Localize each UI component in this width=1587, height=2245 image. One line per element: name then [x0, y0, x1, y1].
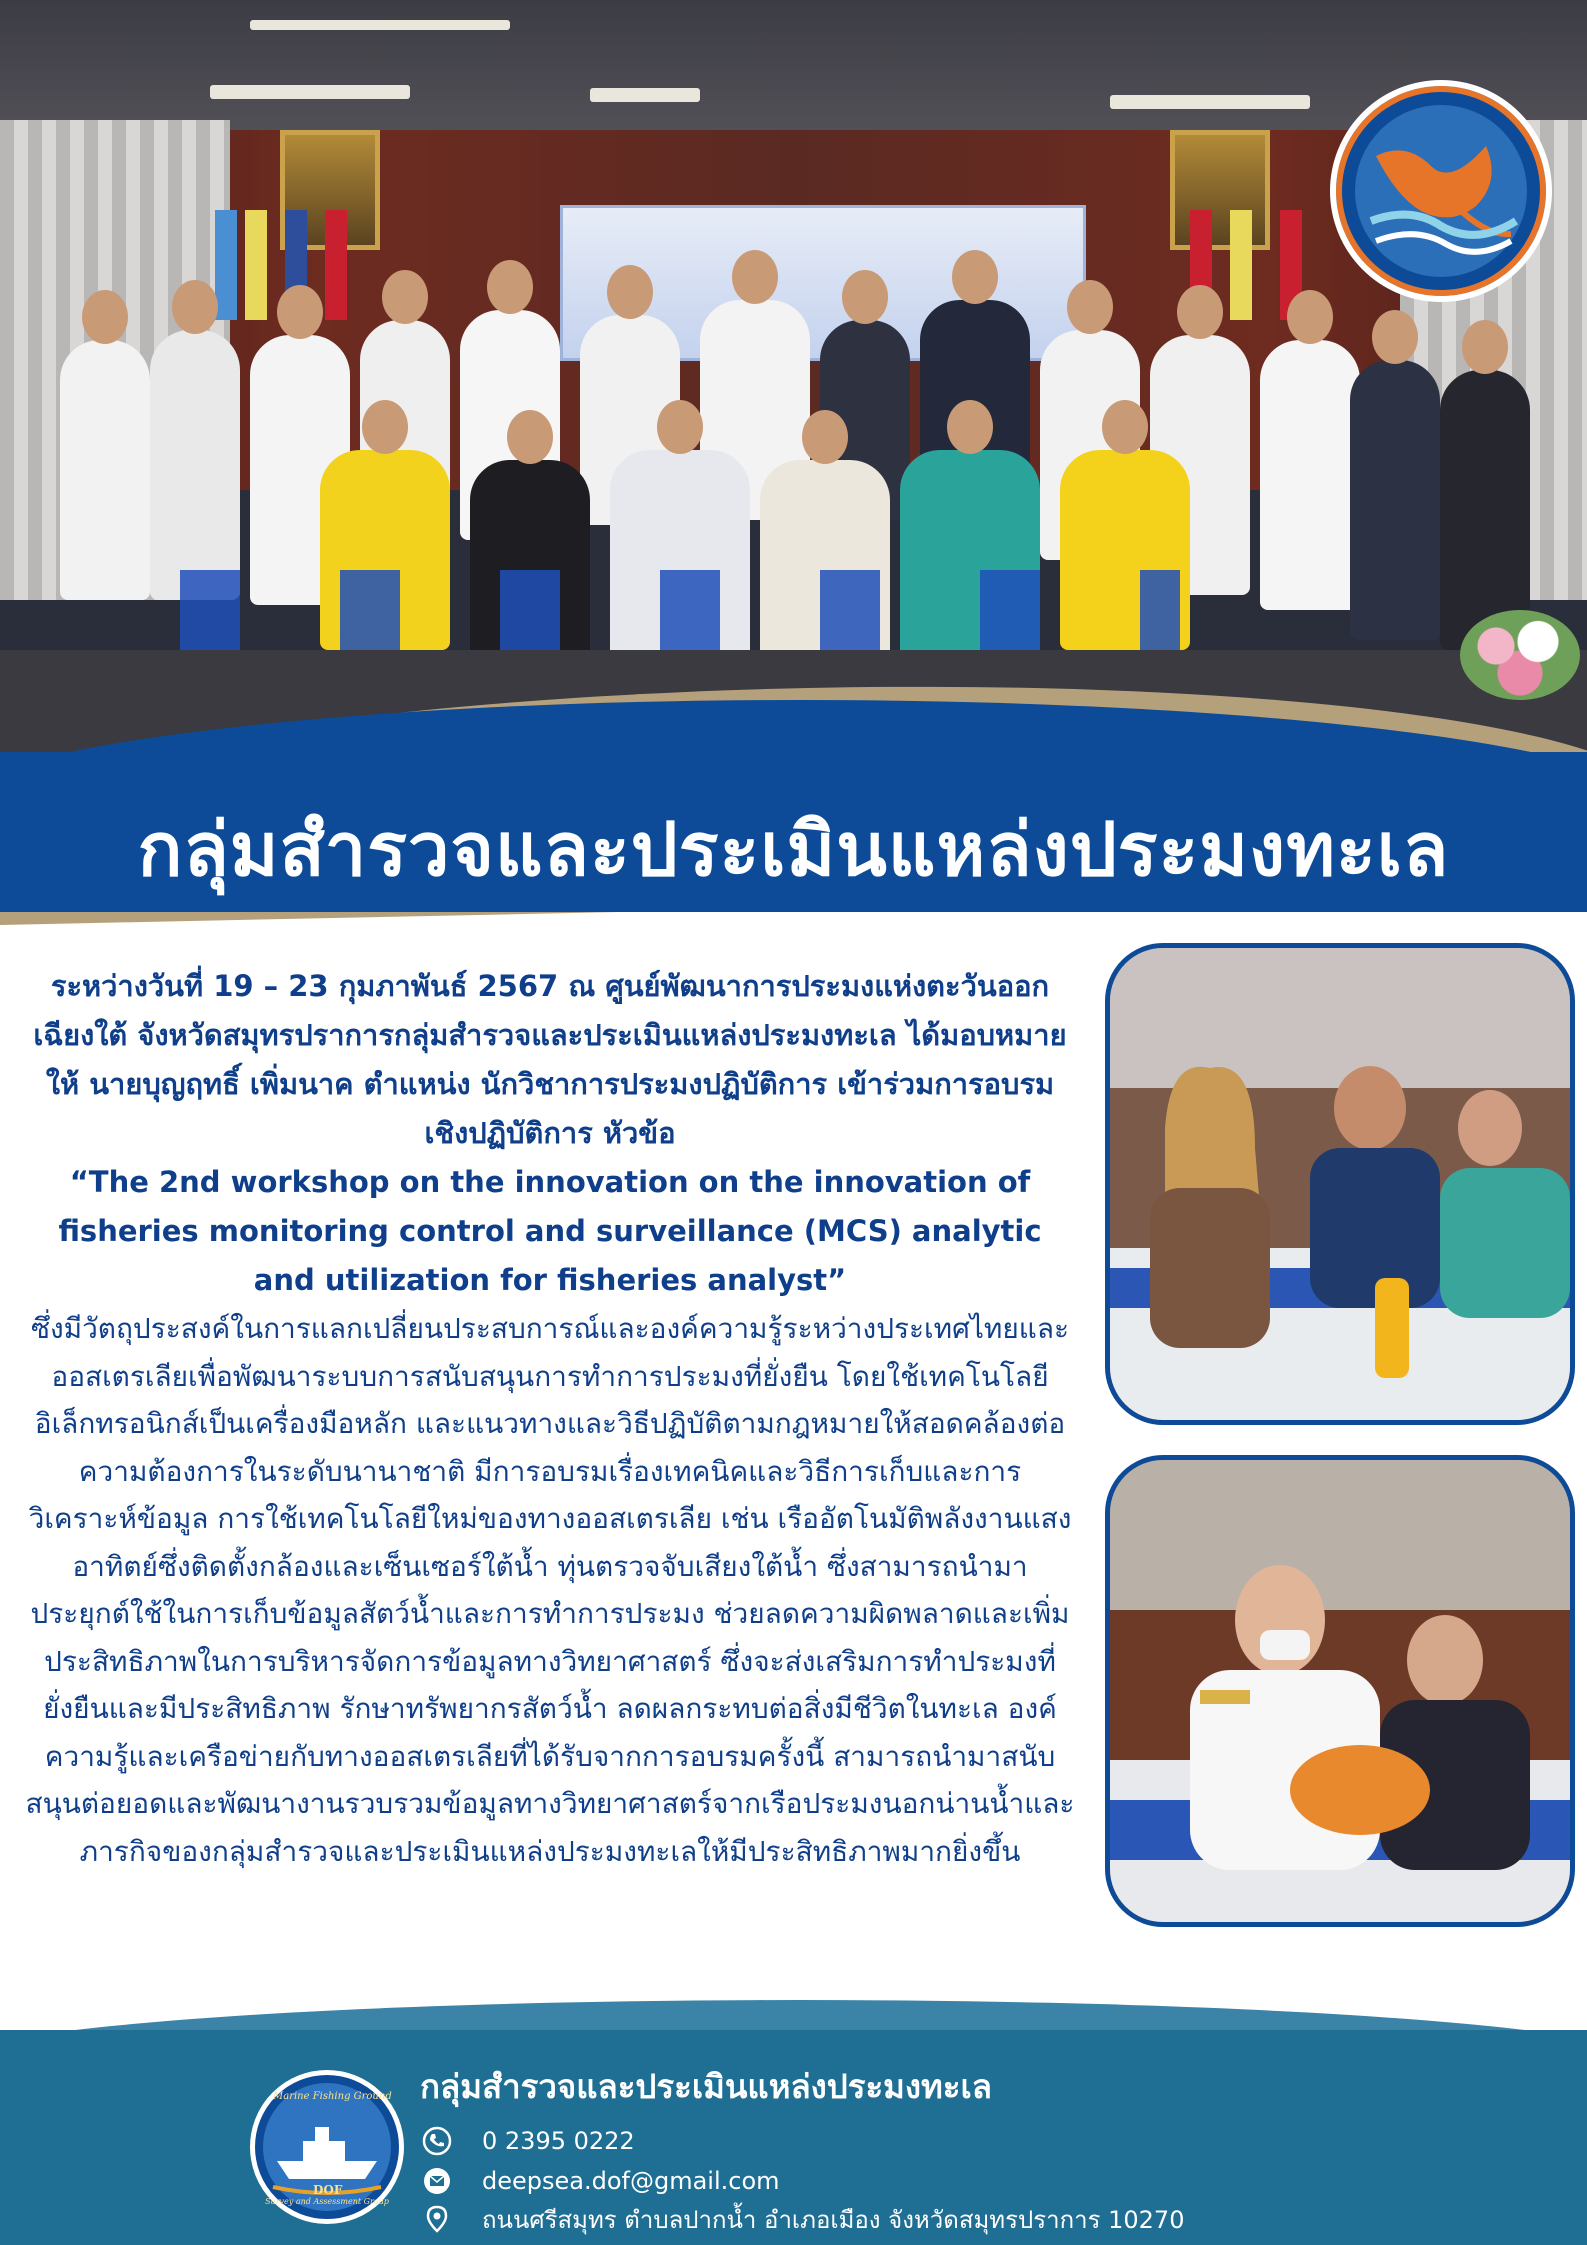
logo-label: Marine Fishing Ground — [273, 2091, 392, 2102]
ceiling-light — [590, 88, 700, 102]
person-head — [172, 280, 218, 334]
person-head — [732, 250, 778, 304]
person-head — [1287, 290, 1333, 344]
article — [25, 962, 1075, 1875]
phone-icon — [420, 2124, 454, 2158]
person-head — [1067, 280, 1113, 334]
footer-address: ถนนศรีสมุทร ตำบลปากน้ำ อำเภอเมือง จังหวัดสมุทรปราการ 10270 — [482, 2205, 1185, 2234]
portrait-frame — [1170, 130, 1270, 250]
footer-org-name: กลุ่มสำรวจและประเมินแหล่งประมงทะเล — [420, 2067, 993, 2106]
person-head — [362, 400, 408, 454]
logo-label: DOF — [313, 2183, 343, 2197]
footer-address-row — [420, 2200, 1184, 2238]
person-head — [487, 260, 533, 314]
workshop-title: “The 2nd workshop on the innovation on the innovation of fisheries monitoring control and surveillance (MCS) analytic and utilization for fisheries analyst” — [58, 1165, 1042, 1297]
person — [1260, 340, 1360, 610]
photo-scene-1 — [1110, 948, 1570, 1420]
person-head — [277, 285, 323, 339]
person-head — [382, 270, 428, 324]
person-head — [507, 410, 553, 464]
person-head — [1372, 310, 1418, 364]
footer-email-row — [420, 2162, 780, 2200]
person-head — [952, 250, 998, 304]
person — [60, 340, 150, 600]
footer-phone-row — [420, 2122, 635, 2160]
person-head — [607, 265, 653, 319]
person — [150, 330, 240, 600]
article-body: ซึ่งมีวัตถุประสงค์ในการแลกเปลี่ยนประสบการณ์และองค์ความรู้ระหว่างประเทศไทยและออสเตรเลียเพื่อพัฒนาระบบการสนับสนุนการทำการประมงที่ยั่งยืน โดยใช้เทคโนโลยีอิเล็กทรอนิกส์เป็นเครื่องมือหลัก และแนวทางและวิธีปฏิบัติตามกฎหมายให้สอดคล้องต่อความต้องการในระดับนานาชาติ มีการอบรมเรื่องเทคนิคและวิธีการเก็บและการวิเคราะห์ข้อมูล การใช้เทคโนโลยีใหม่ของทางออสเตรเลีย เช่น เรืออัตโนมัติพลังงานแสงอาทิตย์ซึ่งติดตั้งกล้องและเซ็นเซอร์ใต้น้ำ ทุ่นตรวจจับเสียงใต้น้ำ ซึ่งสามารถนำมาประยุกต์ใช้ในการเก็บข้อมูลสัตว์น้ำและการทำการประมง ช่วยลดความผิดพลาดและเพิ่มประสิทธิภาพในการบริหารจัดการข้อมูลทางวิทยาศาสตร์ ซึ่งจะส่งเสริมการทำประมงที่ยั่งยืนและมีประสิทธิภาพ รักษาทรัพยากรสัตว์น้ำ ลดผลกระทบต่อสิ่งมีชีวิตในทะเล องค์ความรู้และเครือข่ายกับทางออสเตรเลียที่ได้รับจากการอบรมครั้งนี้ สามารถนำมาสนับสนุนต่อยอดและพัฒนางานรวบรวมข้อมูลทางวิทยาศาสตร์จากเรือประมงนอกน่านน้ำและภารกิจของกลุ่มสำรวจและประเมินแหล่งประมงทะเลให้มีประสิทธิภาพมากยิ่งขึ้น — [25, 1312, 1075, 1868]
person-head — [1102, 400, 1148, 454]
photo-scene-2 — [1110, 1460, 1570, 1922]
flower-arrangement — [1460, 610, 1580, 700]
manta-ray-logo — [1330, 80, 1552, 302]
article-lead: ระหว่างวันที่ 19 – 23 กุมภาพันธ์ 2567 ณ ศูนย์พัฒนาการประมงแห่งตะวันออกเฉียงใต้ จังหวัดสมุทรปราการกลุ่มสำรวจและประเมินแหล่งประมงทะเล ได้มอบหมายให้ นายบุญฤทธิ์ เพิ่มนาค ตำแหน่ง นักวิชาการประมงปฏิบัติการ เข้าร่วมการอบรมเชิงปฏิบัติการ หัวข้อ — [33, 969, 1067, 1150]
person — [1440, 370, 1530, 650]
logo-label: Survey and Assessment Group — [265, 2197, 389, 2206]
ceiling-light — [210, 85, 410, 99]
person-head — [657, 400, 703, 454]
ceiling-light — [250, 20, 510, 30]
chairs — [180, 570, 1180, 650]
person-head — [947, 400, 993, 454]
footer-email[interactable]: deepsea.dof@gmail.com — [482, 2167, 780, 2195]
manta-ray-icon — [1336, 86, 1546, 296]
person-head — [1462, 320, 1508, 374]
footer-phone[interactable]: 0 2395 0222 — [482, 2127, 635, 2155]
ceiling-light — [1110, 95, 1310, 109]
person-head — [802, 410, 848, 464]
person-head — [82, 290, 128, 344]
workshop-photo-1 — [1105, 943, 1575, 1425]
page-title: กลุ่มสำรวจและประเมินแหล่งประมงทะเล — [137, 807, 1450, 893]
email-icon — [420, 2164, 454, 2198]
workshop-photo-2 — [1105, 1455, 1575, 1927]
person-head — [842, 270, 888, 324]
person-head — [1177, 285, 1223, 339]
person — [1350, 360, 1440, 640]
location-pin-icon — [420, 2202, 454, 2236]
survey-group-logo — [250, 2070, 404, 2224]
